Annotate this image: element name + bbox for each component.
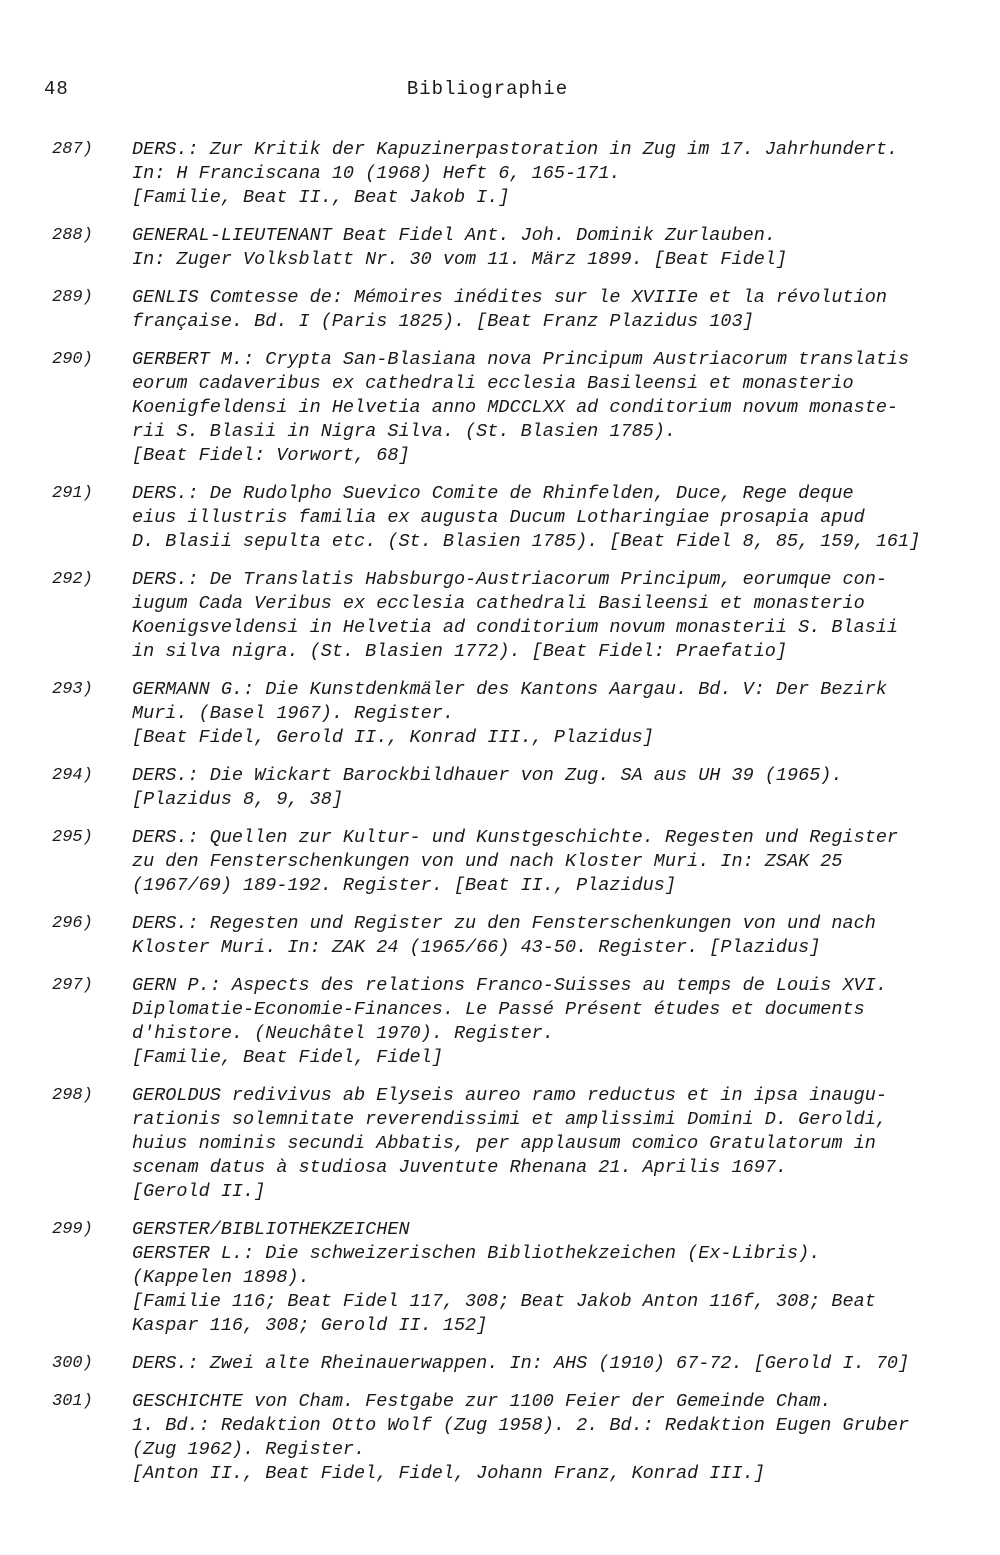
entry-line: GENERAL-LIEUTENANT Beat Fidel Ant. Joh. Dominik Zurlauben. xyxy=(132,225,776,246)
entry-text xyxy=(132,912,942,960)
entry-line: GERSTER L.: Die schweizerischen Bibliothekzeichen (Ex-Libris). xyxy=(132,1243,821,1264)
entry-line: iugum Cada Veribus ex ecclesia cathedrali Basileensi et monasterio xyxy=(132,593,865,614)
entry-line: [Familie, Beat Fidel, Fidel] xyxy=(132,1047,443,1068)
entry-text xyxy=(132,826,942,898)
bibliography-entry xyxy=(0,764,1000,812)
bibliography-entry xyxy=(0,912,1000,960)
entry-line: Kloster Muri. In: ZAK 24 (1965/66) 43-50. Register. [Plazidus] xyxy=(132,937,821,958)
entry-line: DERS.: De Rudolpho Suevico Comite de Rhinfelden, Duce, Rege deque xyxy=(132,483,854,504)
entry-line: GERN P.: Aspects des relations Franco-Suisses au temps de Louis XVI. xyxy=(132,975,887,996)
entry-line: in silva nigra. (St. Blasien 1772). [Beat Fidel: Praefatio] xyxy=(132,641,788,662)
entry-number: 301) xyxy=(52,1392,93,1411)
entry-line: In: H Franciscana 10 (1968) Heft 6, 165-171. xyxy=(132,163,621,184)
entry-line: Kaspar 116, 308; Gerold II. 152] xyxy=(132,1315,488,1336)
entry-number: 297) xyxy=(52,976,93,995)
entry-number: 287) xyxy=(52,140,93,159)
entry-line: française. Bd. I (Paris 1825). [Beat Franz Plazidus 103] xyxy=(132,311,754,332)
entry-line: [Familie 116; Beat Fidel 117, 308; Beat Jakob Anton 116f, 308; Beat xyxy=(132,1291,876,1312)
entry-number: 294) xyxy=(52,766,93,785)
entry-line: Koenigfeldensi in Helvetia anno MDCCLXX ad conditorium novum monaste- xyxy=(132,397,899,418)
bibliography-entry xyxy=(0,286,1000,334)
entry-line: rii S. Blasii in Nigra Silva. (St. Blasien 1785). xyxy=(132,421,676,442)
entry-text xyxy=(132,568,942,664)
bibliography-entry xyxy=(0,1218,1000,1338)
entry-line: DERS.: Regesten und Register zu den Fensterschenkungen von und nach xyxy=(132,913,876,934)
entry-line: (1967/69) 189-192. Register. [Beat II., Plazidus] xyxy=(132,875,676,896)
entry-text xyxy=(132,764,942,812)
bibliography-entry xyxy=(0,138,1000,210)
entry-line: 1. Bd.: Redaktion Otto Wolf (Zug 1958). 2. Bd.: Redaktion Eugen Gruber xyxy=(132,1415,910,1436)
entry-line: D. Blasii sepulta etc. (St. Blasien 1785). [Beat Fidel 8, 85, 159, 161] xyxy=(132,531,921,552)
entry-number: 300) xyxy=(52,1354,93,1373)
entry-line: DERS.: De Translatis Habsburgo-Austriacorum Principum, eorumque con- xyxy=(132,569,887,590)
entry-number: 293) xyxy=(52,680,93,699)
entry-line: huius nominis secundi Abbatis, per applausum comico Gratulatorum in xyxy=(132,1133,876,1154)
running-head: Bibliographie xyxy=(406,78,569,100)
bibliography-entry xyxy=(0,348,1000,468)
entry-line: eorum cadaveribus ex cathedrali ecclesia Basileensi et monasterio xyxy=(132,373,854,394)
entry-line: rationis solemnitate reverendissimi et amplissimi Domini D. Geroldi, xyxy=(132,1109,887,1130)
entry-text xyxy=(132,482,942,554)
entry-line: (Kappelen 1898). xyxy=(132,1267,310,1288)
entry-number: 298) xyxy=(52,1086,93,1105)
entry-line: GERMANN G.: Die Kunstdenkmäler des Kantons Aargau. Bd. V: Der Bezirk xyxy=(132,679,887,700)
entry-line: (Zug 1962). Register. xyxy=(132,1439,366,1460)
entry-line: eius illustris familia ex augusta Ducum Lotharingiae prosapia apud xyxy=(132,507,865,528)
entry-line: In: Zuger Volksblatt Nr. 30 vom 11. März 1899. [Beat Fidel] xyxy=(132,249,788,270)
entry-line: DERS.: Die Wickart Barockbildhauer von Zug. SA aus UH 39 (1965). xyxy=(132,765,843,786)
entry-number: 295) xyxy=(52,828,93,847)
entry-text xyxy=(132,286,942,334)
entry-line: d'histore. (Neuchâtel 1970). Register. xyxy=(132,1023,554,1044)
entry-line: [Beat Fidel: Vorwort, 68] xyxy=(132,445,410,466)
entry-line: GEROLDUS redivivus ab Elyseis aureo ramo reductus et in ipsa inaugu- xyxy=(132,1085,887,1106)
bibliography-entry xyxy=(0,568,1000,664)
entry-line: [Beat Fidel, Gerold II., Konrad III., Plazidus] xyxy=(132,727,654,748)
entry-text xyxy=(132,678,942,750)
bibliography-entry xyxy=(0,1352,1000,1376)
entry-line: GERSTER/BIBLIOTHEKZEICHEN xyxy=(132,1219,410,1240)
entry-line: [Gerold II.] xyxy=(132,1181,266,1202)
entry-line: Muri. (Basel 1967). Register. xyxy=(132,703,454,724)
entry-number: 289) xyxy=(52,288,93,307)
page-number: 48 xyxy=(44,78,69,100)
entry-number: 291) xyxy=(52,484,93,503)
entry-line: Koenigsveldensi in Helvetia ad conditorium novum monasterii S. Blasii xyxy=(132,617,899,638)
entry-number: 299) xyxy=(52,1220,93,1239)
entry-text xyxy=(132,224,942,272)
bibliography-entry xyxy=(0,826,1000,898)
entry-line: scenam datus à studiosa Juventute Rhenana 21. Aprilis 1697. xyxy=(132,1157,788,1178)
entry-number: 290) xyxy=(52,350,93,369)
entry-line: GENLIS Comtesse de: Mémoires inédites sur le XVIIIe et la révolution xyxy=(132,287,887,308)
bibliography-entry xyxy=(0,1390,1000,1486)
entry-line: zu den Fensterschenkungen von und nach Kloster Muri. In: ZSAK 25 xyxy=(132,851,843,872)
entry-line: [Anton II., Beat Fidel, Fidel, Johann Franz, Konrad III.] xyxy=(132,1463,765,1484)
entry-number: 296) xyxy=(52,914,93,933)
entry-text xyxy=(132,1218,942,1338)
entry-text xyxy=(132,1352,942,1376)
entry-number: 292) xyxy=(52,570,93,589)
entry-text xyxy=(132,138,942,210)
entry-line: DERS.: Zwei alte Rheinauerwappen. In: AHS (1910) 67-72. [Gerold I. 70] xyxy=(132,1353,910,1374)
entry-line: Diplomatie-Economie-Finances. Le Passé Présent études et documents xyxy=(132,999,865,1020)
entry-text xyxy=(132,348,942,468)
entry-line: [Plazidus 8, 9, 38] xyxy=(132,789,343,810)
entry-text xyxy=(132,1084,942,1204)
entry-line: DERS.: Quellen zur Kultur- und Kunstgeschichte. Regesten und Register xyxy=(132,827,899,848)
entry-line: GERBERT M.: Crypta San-Blasiana nova Principum Austriacorum translatis xyxy=(132,349,910,370)
bibliography-entry xyxy=(0,1084,1000,1204)
bibliography-entry xyxy=(0,224,1000,272)
entry-number: 288) xyxy=(52,226,93,245)
entry-text xyxy=(132,1390,942,1486)
bibliography-entry xyxy=(0,482,1000,554)
entry-line: GESCHICHTE von Cham. Festgabe zur 1100 Feier der Gemeinde Cham. xyxy=(132,1391,832,1412)
bibliography-entry xyxy=(0,974,1000,1070)
bibliography-entry xyxy=(0,678,1000,750)
bibliography-list xyxy=(0,138,1000,1500)
entry-line: DERS.: Zur Kritik der Kapuzinerpastoration in Zug im 17. Jahrhundert. xyxy=(132,139,899,160)
entry-text xyxy=(132,974,942,1070)
entry-line: [Familie, Beat II., Beat Jakob I.] xyxy=(132,187,510,208)
